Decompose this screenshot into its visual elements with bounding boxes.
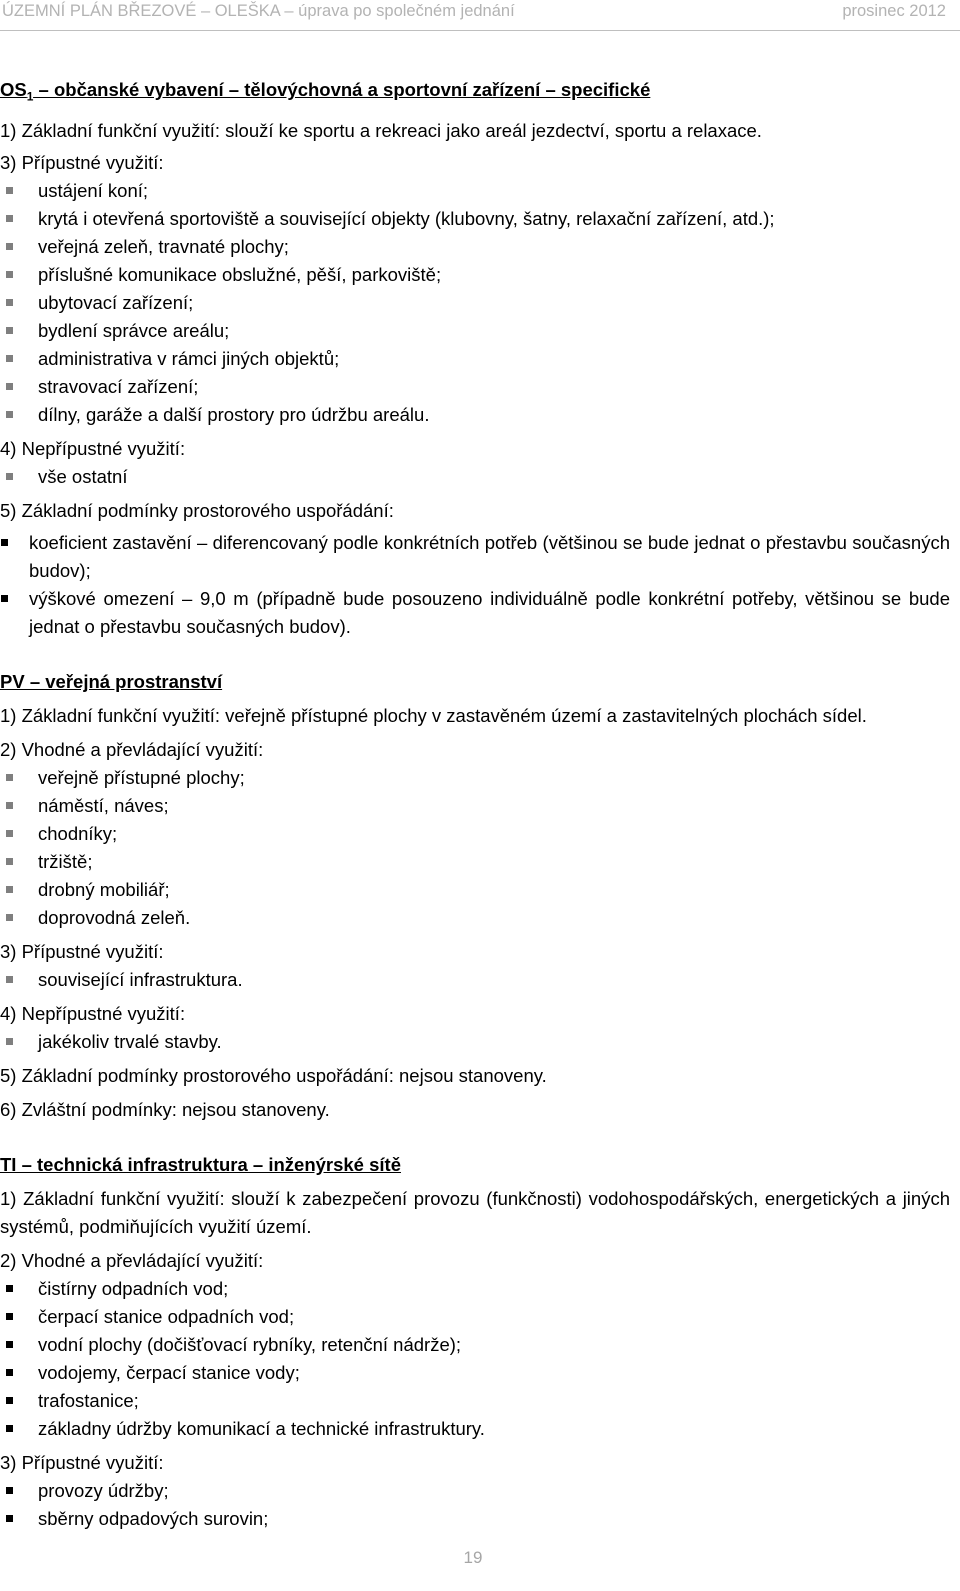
bullet-square-icon: [6, 411, 13, 418]
page-header: [0, 0, 960, 31]
bullet-square-icon: [6, 774, 13, 781]
list-item: administrativa v rámci jiných objektů;: [0, 345, 950, 373]
list-item: provozy údržby;: [0, 1477, 950, 1505]
bullet-square-icon: [6, 243, 13, 250]
section-title-ti: TI – technická infrastruktura – inženýrské sítě: [0, 1153, 401, 1175]
document-body: [0, 76, 950, 1533]
list-item: krytá i otevřená sportoviště a související objekty (klubovny, šatny, relaxační zařízení, atd.);: [0, 205, 950, 233]
os1-permitted-heading: 3) Přípustné využití:: [0, 151, 164, 173]
list-item: základny údržby komunikací a technické infrastruktury.: [0, 1415, 950, 1443]
pv-special-conditions: 6) Zvláštní podmínky: nejsou stanoveny.: [0, 1098, 330, 1120]
pv-preferred-heading: 2) Vhodné a převládající využití:: [0, 738, 264, 760]
list-item: příslušné komunikace obslužné, pěší, parkoviště;: [0, 261, 950, 289]
list-item: výškové omezení – 9,0 m (případně bude posouzeno individuálně podle konkrétní potřeby, většinou se bude jednat o přestavbu současných budov).: [0, 585, 950, 641]
ti-basic-use: 1) Základní funkční využití: slouží k zabezpečení provozu (funkčnosti) vodohospodářských, energetických a jiných systémů, podmiňujících využití území.: [0, 1187, 950, 1237]
pv-spatial-conditions: 5) Základní podmínky prostorového uspořádání: nejsou stanoveny.: [0, 1064, 547, 1086]
bullet-square-icon: [6, 802, 13, 809]
bullet-square-icon: [6, 1313, 13, 1320]
bullet-square-icon: [6, 271, 13, 278]
list-item: veřejně přístupné plochy;: [0, 764, 950, 792]
bullet-square-icon: [6, 327, 13, 334]
bullet-square-icon: [6, 1515, 13, 1522]
list-item: drobný mobiliář;: [0, 876, 950, 904]
list-item: koeficient zastavění – diferencovaný podle konkrétních potřeb (většinou se bude jednat o přestavbu současných budov);: [0, 529, 950, 585]
list-item: sběrny odpadových surovin;: [0, 1505, 950, 1533]
list-item: ubytovací zařízení;: [0, 289, 950, 317]
bullet-square-icon: [1, 595, 8, 602]
bullet-square-icon: [6, 187, 13, 194]
bullet-square-icon: [6, 1369, 13, 1376]
pv-basic-use: 1) Základní funkční využití: veřejně přístupné plochy v zastavěném území a zastavitelných plochách sídel.: [0, 704, 867, 726]
ti-preferred-heading: 2) Vhodné a převládající využití:: [0, 1249, 264, 1271]
bullet-square-icon: [6, 1285, 13, 1292]
bullet-square-icon: [6, 473, 13, 480]
list-item: vodojemy, čerpací stanice vody;: [0, 1359, 950, 1387]
list-item: dílny, garáže a další prostory pro údržbu areálu.: [0, 401, 950, 429]
list-item: trafostanice;: [0, 1387, 950, 1415]
header-date: prosinec 2012: [842, 2, 946, 20]
bullet-square-icon: [6, 299, 13, 306]
list-item: bydlení správce areálu;: [0, 317, 950, 345]
list-item: chodníky;: [0, 820, 950, 848]
bullet-square-icon: [6, 1341, 13, 1348]
section-title-pv: PV – veřejná prostranství: [0, 670, 223, 692]
bullet-square-icon: [6, 215, 13, 222]
bullet-square-icon: [6, 830, 13, 837]
pv-preferred-list: [0, 764, 950, 932]
pv-permitted-heading: 3) Přípustné využití:: [0, 940, 164, 962]
bullet-square-icon: [6, 976, 13, 983]
list-item: jakékoliv trvalé stavby.: [0, 1028, 950, 1056]
bullet-square-icon: [1, 539, 8, 546]
bullet-square-icon: [6, 858, 13, 865]
os1-permitted-list: [0, 177, 950, 429]
list-item: ustájení koní;: [0, 177, 950, 205]
bullet-square-icon: [6, 1397, 13, 1404]
list-item: vodní plochy (dočišťovací rybníky, retenční nádrže);: [0, 1331, 950, 1359]
ti-preferred-list: [0, 1275, 950, 1443]
list-item: náměstí, náves;: [0, 792, 950, 820]
os1-prohibited-heading: 4) Nepřípustné využití:: [0, 437, 186, 459]
list-item: stravovací zařízení;: [0, 373, 950, 401]
pv-prohibited-heading: 4) Nepřípustné využití:: [0, 1002, 186, 1024]
bullet-square-icon: [6, 1038, 13, 1045]
list-item: čerpací stanice odpadních vod;: [0, 1303, 950, 1331]
section-title-os1: $OS_1$ – občanské vybavení – tělovýchovná a sportovní zařízení – specifické: [0, 79, 651, 104]
list-item: související infrastruktura.: [0, 966, 950, 994]
os1-basic-use: 1) Základní funkční využití: slouží ke sportu a rekreaci jako areál jezdectví, sportu a relaxace.: [0, 119, 762, 141]
list-item: čistírny odpadních vod;: [0, 1275, 950, 1303]
list-item: vše ostatní: [0, 463, 950, 491]
list-item: doprovodná zeleň.: [0, 904, 950, 932]
bullet-square-icon: [6, 914, 13, 921]
list-item: veřejná zeleň, travnaté plochy;: [0, 233, 950, 261]
header-document-title: ÚZEMNÍ PLÁN BŘEZOVÉ – OLEŠKA – úprava po společném jednání: [2, 2, 515, 20]
bullet-square-icon: [6, 383, 13, 390]
bullet-square-icon: [6, 1425, 13, 1432]
bullet-square-icon: [6, 886, 13, 893]
os1-spatial-heading: 5) Základní podmínky prostorového uspořádání:: [0, 499, 394, 521]
ti-permitted-heading: 3) Přípustné využití:: [0, 1451, 164, 1473]
page-number: 19: [463, 1548, 483, 1567]
list-item: tržiště;: [0, 848, 950, 876]
bullet-square-icon: [6, 355, 13, 362]
bullet-square-icon: [6, 1487, 13, 1494]
